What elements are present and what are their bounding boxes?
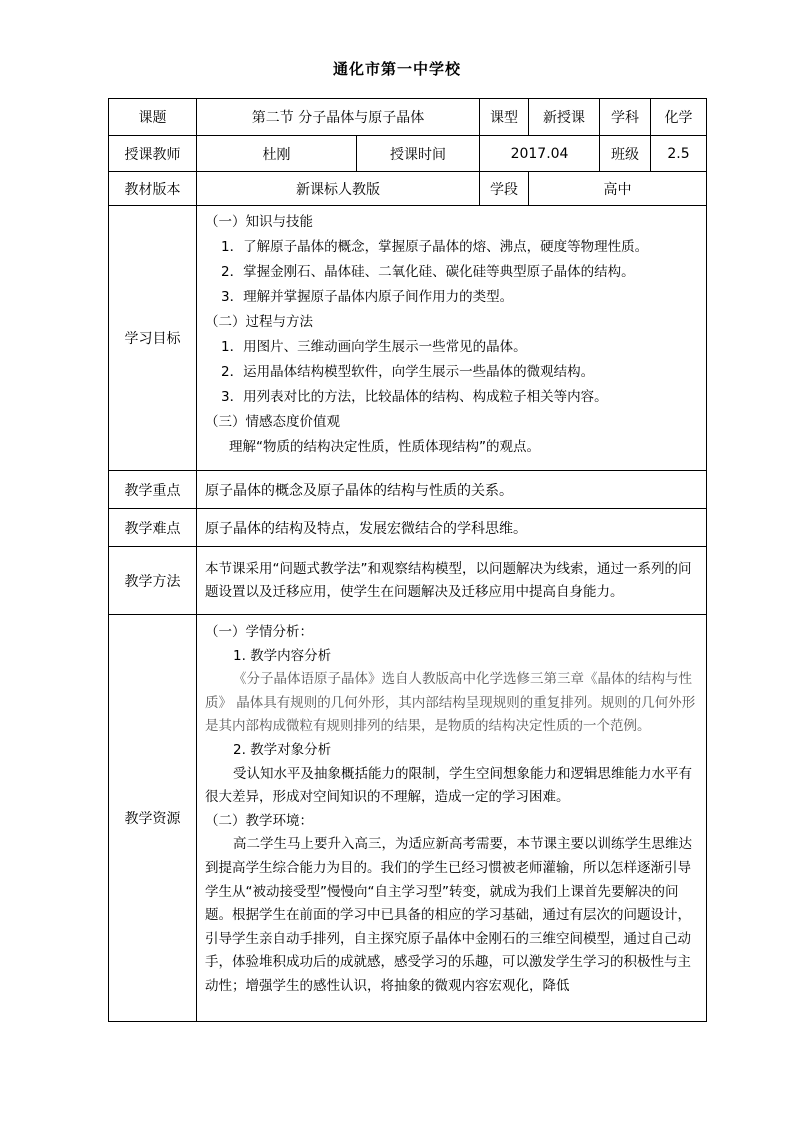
type-value: 新授课 (529, 99, 600, 136)
row-objectives (109, 206, 707, 471)
subject-value: 化学 (651, 99, 707, 136)
row-textbook (109, 172, 707, 206)
difficulty-value: 原子晶体的结构及特点，发展宏微结合的学科思维。 (197, 509, 707, 547)
key-label: 教学重点 (109, 471, 197, 509)
row-key-point (109, 471, 707, 509)
resources-paragraph: 《分子晶体语原子晶体》选自人教版高中化学选修三第三章《晶体的结构与性质》 晶体具有规则的几何外形，其内部结构呈现规则的重复排列。规则的几何外形是其内部构成微粒有规则排列的结果，是物质的结构决定性质的一个范例。 (205, 671, 696, 735)
resources-heading: （二）教学环境： (205, 812, 313, 829)
objective-heading: （一）知识与技能 (205, 214, 313, 230)
teacher-value: 杜刚 (197, 136, 357, 172)
resources-content (197, 615, 707, 1022)
topic-label: 课题 (109, 99, 197, 136)
resources-subheading: 1. 教学内容分析 (233, 647, 332, 664)
method-value: 本节课采用“问题式教学法”和观察结构模型，以问题解决为线索，通过一系列的问题设置以及迁移应用，使学生在问题解决及迁移应用中提高自身能力。 (197, 547, 707, 615)
type-label: 课型 (480, 99, 529, 136)
resources-paragraph: 高二学生马上要升入高三，为适应新高考需要，本节课主要以训练学生思维达到提高学生综合能力为目的。我们的学生已经习惯被老师灌输，所以怎样逐渐引导学生从“被动接受型”慢慢向“自主学习型”转变，就成为我们上课首先要解决的问题。根据学生在前面的学习中已具备的相应的学习基础，通过有层次的问题设计，引导学生亲自动手排列，自主探究原子晶体中金刚石的三维空间模型，通过自己动手，体验堆积成功后的成就感，感受学习的乐趣，可以激发学生学习的积极性与主动性；增强学生的感性认识，将抽象的微观内容宏观化，降低 (205, 836, 692, 994)
class-value: 2.5 (651, 136, 707, 172)
objective-item: 1．用图片、三维动画向学生展示一些常见的晶体。 (221, 339, 527, 355)
stage-value: 高中 (529, 172, 707, 206)
resources-paragraph: 受认知水平及抽象概括能力的限制，学生空间想象能力和逻辑思维能力水平有很大差异，形成对空间知识的不理解，造成一定的学习困难。 (205, 765, 692, 806)
resources-heading: （一）学情分析： (205, 624, 313, 640)
textbook-value: 新课标人教版 (197, 172, 480, 206)
objective-item: 2．掌握金刚石、晶体硅、二氧化硅、碳化硅等典型原子晶体的结构。 (221, 264, 635, 280)
difficulty-label: 教学难点 (109, 509, 197, 547)
objective-item: 理解“物质的结构决定性质，性质体现结构”的观点。 (229, 439, 540, 455)
subject-label: 学科 (600, 99, 651, 136)
objectives-content (197, 206, 707, 471)
key-value: 原子晶体的概念及原子晶体的结构与性质的关系。 (197, 471, 707, 509)
resources-subheading: 2. 教学对象分析 (233, 741, 332, 758)
row-teacher (109, 136, 707, 172)
objective-item: 2．运用晶体结构模型软件，向学生展示一些晶体的微观结构。 (221, 364, 595, 380)
lesson-plan-table (108, 98, 707, 1022)
method-label: 教学方法 (109, 547, 197, 615)
topic-value: 第二节 分子晶体与原子晶体 (197, 99, 480, 136)
time-value: 2017.04 (480, 136, 600, 172)
row-difficulty (109, 509, 707, 547)
objective-heading: （三）情感态度价值观 (205, 414, 340, 430)
row-resources (109, 615, 707, 1022)
row-method (109, 547, 707, 615)
objective-heading: （二）过程与方法 (205, 314, 313, 330)
time-label: 授课时间 (357, 136, 480, 172)
row-topic (109, 99, 707, 136)
class-label: 班级 (600, 136, 651, 172)
objectives-label: 学习目标 (109, 206, 197, 471)
school-title: 通化市第一中学校 (332, 60, 461, 78)
resources-label: 教学资源 (109, 615, 197, 1022)
objective-item: 3．用列表对比的方法，比较晶体的结构、构成粒子相关等内容。 (221, 389, 608, 405)
textbook-label: 教材版本 (109, 172, 197, 206)
objective-item: 1．了解原子晶体的概念，掌握原子晶体的熔、沸点，硬度等物理性质。 (221, 239, 649, 255)
objective-item: 3．理解并掌握原子晶体内原子间作用力的类型。 (221, 289, 514, 305)
stage-label: 学段 (480, 172, 529, 206)
teacher-label: 授课教师 (109, 136, 197, 172)
